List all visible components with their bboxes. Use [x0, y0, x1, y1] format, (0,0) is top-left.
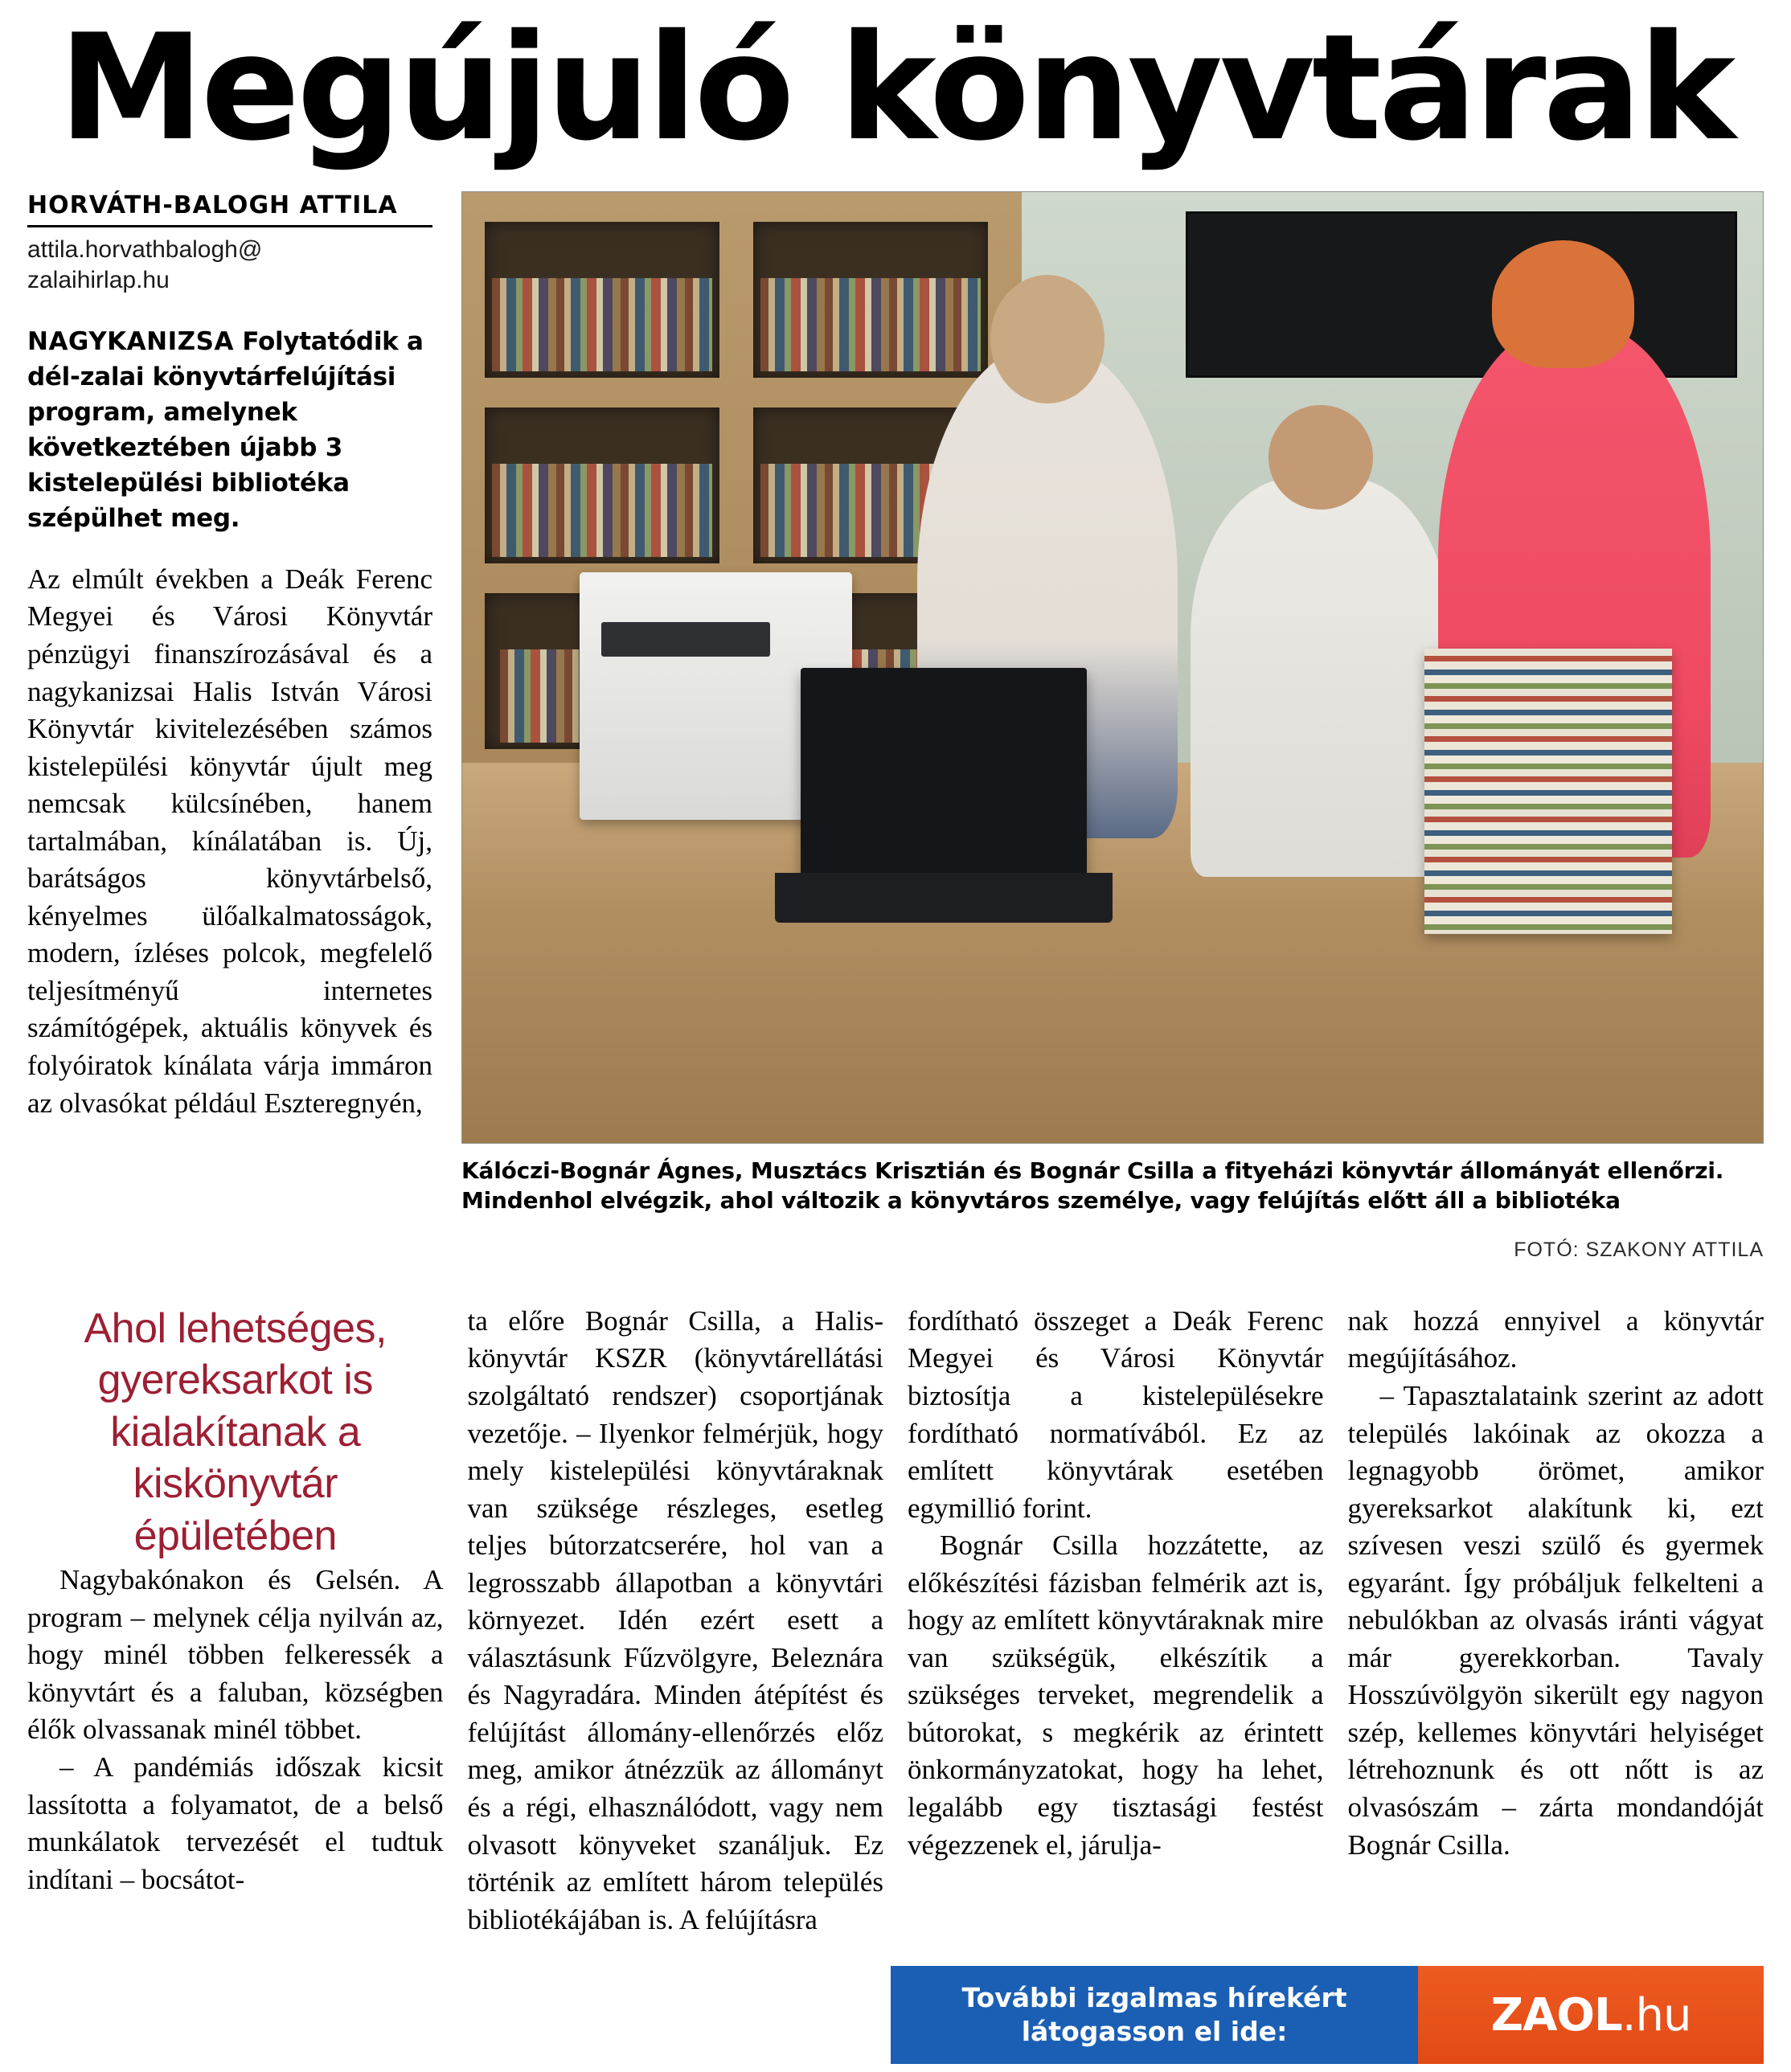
paragraph: Bognár Csilla hozzátette, az előkészítési fázisban felmérik azt is, hogy az említett könyvtáraknak mire van szükségük, elkészítik a szükséges terveket, megrendelik a bútorokat, s megkérik az érintett önkormányzatokat, hogy ha lehet, legalább egy tisztasági festést végezzenek el, járulja- — [908, 1529, 1324, 1861]
ad-line-1: További izgalmas hírekért — [961, 1981, 1347, 2013]
column-1 — [27, 1303, 444, 1939]
paragraph: – A pandémiás időszak kicsit lassította a folyamatot, de a belső munkálatok tervezését el tudtuk indítani – bocsátot- — [27, 1751, 444, 1895]
lead-paragraph — [27, 324, 432, 536]
shelf-books — [760, 278, 982, 371]
article-columns — [0, 1303, 1791, 1939]
photo-monitor — [1186, 211, 1737, 378]
photo-book-stack — [1424, 649, 1671, 934]
paragraph: fordítható összeget a Deák Ferenc Megyei és Városi Könyvtár biztosítja a kistelepülésekre fordítható normatívából. Ez az említett könyvtárak esetében egymillió forint. — [908, 1304, 1324, 1524]
photo-credit: FOTÓ: SZAKONY ATTILA — [1514, 1238, 1764, 1261]
author-name: HORVÁTH-BALOGH ATTILA — [27, 191, 432, 227]
ad-line-2: látogasson el ide: — [1021, 2016, 1288, 2047]
shelf-bay — [485, 222, 719, 378]
photo-laptop — [801, 668, 1087, 877]
ad-brand-suffix: .hu — [1621, 1988, 1691, 2041]
author-email — [27, 235, 432, 297]
paragraph: ta előre Bognár Csilla, a Halis-könyvtár KSZR (könyvtárellátási szolgáltató rendszer) csoportjának vezetője. – Ilyenkor felmérjük, hogy mely kistelepülési könyvtáraknak van szüksége részleges, esetleg teljes bútorzatcserére, hol van a legrosszabb állapotban a könyvtári környezet. Idén ezért esett a választásunk Fűzvölgyre, Beleznára és Nagyradára. Minden átépítést és felújítást állomány-ellenőrzés előz meg, amikor átnézzük az állományt és a régi, elhasználódott, vagy nem olvasott könyveket szanáljuk. Ez történik az említett három település bibliotékájában is. A felújításra — [467, 1304, 883, 1935]
newspaper-page — [0, 2, 1791, 2072]
shelf-bay — [485, 407, 719, 563]
ad-brand-logo[interactable] — [1418, 1966, 1764, 2064]
pullquote: Ahol lehetséges, gyereksarkot is kialakítanak a kiskönyvtár épületében — [84, 1304, 387, 1559]
ad-message[interactable] — [891, 1966, 1418, 2064]
page-title: Megújuló könyvtárak — [58, 2, 1733, 173]
lead-text: Folytatódik a dél-zalai könyvtárfelújítási program, amelynek következtében újabb 3 kistelepülési bibliotéka szépülhet meg. — [27, 326, 424, 533]
paragraph: – Tapasztalataink szerint az adott település lakóinak az okozza a legnagyobb örömet, amikor gyereksarkot alakítunk ki, ezt szívesen veszi szülő és gyermek egyaránt. Így próbáljuk felkelteni a nebulókban az olvasás iránti vágyat már gyerekkorban. Tavaly Hosszúvölgyön sikerült egy nagyon szép, kellemes könyvtári helyiséget létrehoznunk és ott nőtt is az olvasószám – zárta mondandóját Bognár Csilla. — [1347, 1380, 1764, 1861]
shelf-books — [492, 464, 713, 557]
photo-caption: Kálóczi-Bognár Ágnes, Musztács Krisztián és Bognár Csilla a fityeházi könyvtár állományát ellenőrzi. Mindenhol elvégzik, ahol változik a könyvtáros személye, vagy felújítás előtt áll a bibliotéka — [461, 1157, 1724, 1214]
byline-column — [27, 191, 461, 1282]
author-email-line2: zalaihirlap.hu — [27, 267, 170, 294]
photo-person-seated — [1191, 477, 1451, 877]
dateline-city: NAGYKANIZSA — [27, 326, 234, 356]
ad-banner[interactable] — [891, 1966, 1764, 2064]
column-4 — [1348, 1303, 1764, 1939]
paragraph: nak hozzá ennyivel a könyvtár megújításához. — [1347, 1304, 1764, 1374]
library-staff-photo — [461, 191, 1764, 1144]
article-first-paragraph: Az elmúlt években a Deák Ferenc Megyei és Városi Könyvtár pénzügyi finanszírozásával és a nagykanizsai Halis István Városi Könyvtár kivitelezésében számos kistelepülési könyvtár újult meg nemcsak külcsínében, hanem tartalmában, kínálatában is. Új, barátságos könyvtárbelső, kényelmes ülőalkalmatosságok, modern, ízléses polcok, megfelelő teljesítményű internetes számítógépek, aktuális könyvek és folyóiratok kínálata várja immáron az olvasókat például Eszteregnyén, — [27, 563, 432, 1119]
shelf-books — [492, 278, 713, 371]
author-email-line1: attila.horvathbalogh@ — [27, 236, 263, 263]
column-2 — [468, 1303, 884, 1939]
photo-column — [461, 191, 1764, 1282]
paragraph: Nagybakónakon és Gelsén. A program – melynek célja nyilván az, hogy minél többen felkeressék a könyvtárt és a faluban, községben élők olvassanak minél többet. — [27, 1564, 444, 1746]
top-section — [0, 191, 1791, 1282]
shelf-bay — [753, 222, 988, 378]
column-3 — [908, 1303, 1324, 1939]
ad-brand-name: ZAOL — [1490, 1988, 1622, 2041]
